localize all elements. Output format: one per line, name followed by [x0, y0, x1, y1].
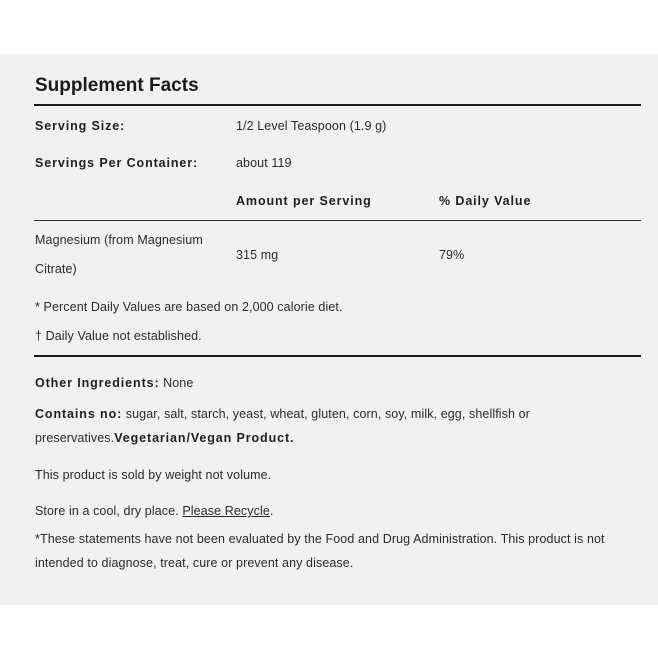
nutrient-name-line1: Magnesium (from Magnesium — [35, 233, 203, 247]
other-ingredients-label: Other Ingredients: — [35, 376, 160, 390]
other-ingredients — [35, 376, 193, 390]
fda-disclaimer-line1: *These statements have not been evaluated by the Food and Drug Administration. This product is not — [35, 532, 605, 546]
other-ingredients-value: None — [163, 376, 194, 390]
amount-column-header: Amount per Serving — [236, 194, 372, 208]
nutrient-daily-value: 79% — [439, 248, 465, 262]
title-divider — [34, 104, 641, 106]
percent-dv-footnote: * Percent Daily Values are based on 2,000 calorie diet. — [35, 300, 343, 314]
storage-suffix: . — [269, 504, 274, 518]
nutrient-amount: 315 mg — [236, 248, 279, 262]
storage-text: Store in a cool, dry place. — [35, 504, 183, 518]
please-recycle-link[interactable]: Please Recycle — [182, 504, 270, 518]
page-title: Supplement Facts — [35, 75, 199, 96]
daily-value-column-header: % Daily Value — [439, 194, 532, 208]
contains-no-line1 — [35, 407, 530, 421]
sold-by-weight-note: This product is sold by weight not volume. — [35, 468, 272, 482]
contains-no-line2 — [35, 431, 294, 445]
serving-size-label: Serving Size: — [35, 119, 126, 133]
footnote-divider — [34, 355, 641, 357]
nutrient-name-line2: Citrate) — [35, 262, 77, 276]
servings-per-container-label: Servings Per Container: — [35, 156, 199, 170]
storage-note — [35, 504, 273, 518]
contains-no-preservatives: preservatives. — [35, 431, 115, 445]
servings-per-container-value: about 119 — [236, 156, 292, 170]
contains-no-label: Contains no: — [35, 407, 123, 421]
dagger-footnote: † Daily Value not established. — [35, 329, 202, 343]
vegetarian-badge: Vegetarian/Vegan Product. — [114, 431, 295, 445]
fda-disclaimer-line2: intended to diagnose, treat, cure or prevent any disease. — [35, 556, 354, 570]
contains-no-list: sugar, salt, starch, yeast, wheat, gluten, corn, soy, milk, egg, shellfish or — [125, 407, 530, 421]
serving-size-value: 1/2 Level Teaspoon (1.9 g) — [236, 119, 387, 133]
header-divider — [34, 220, 641, 221]
